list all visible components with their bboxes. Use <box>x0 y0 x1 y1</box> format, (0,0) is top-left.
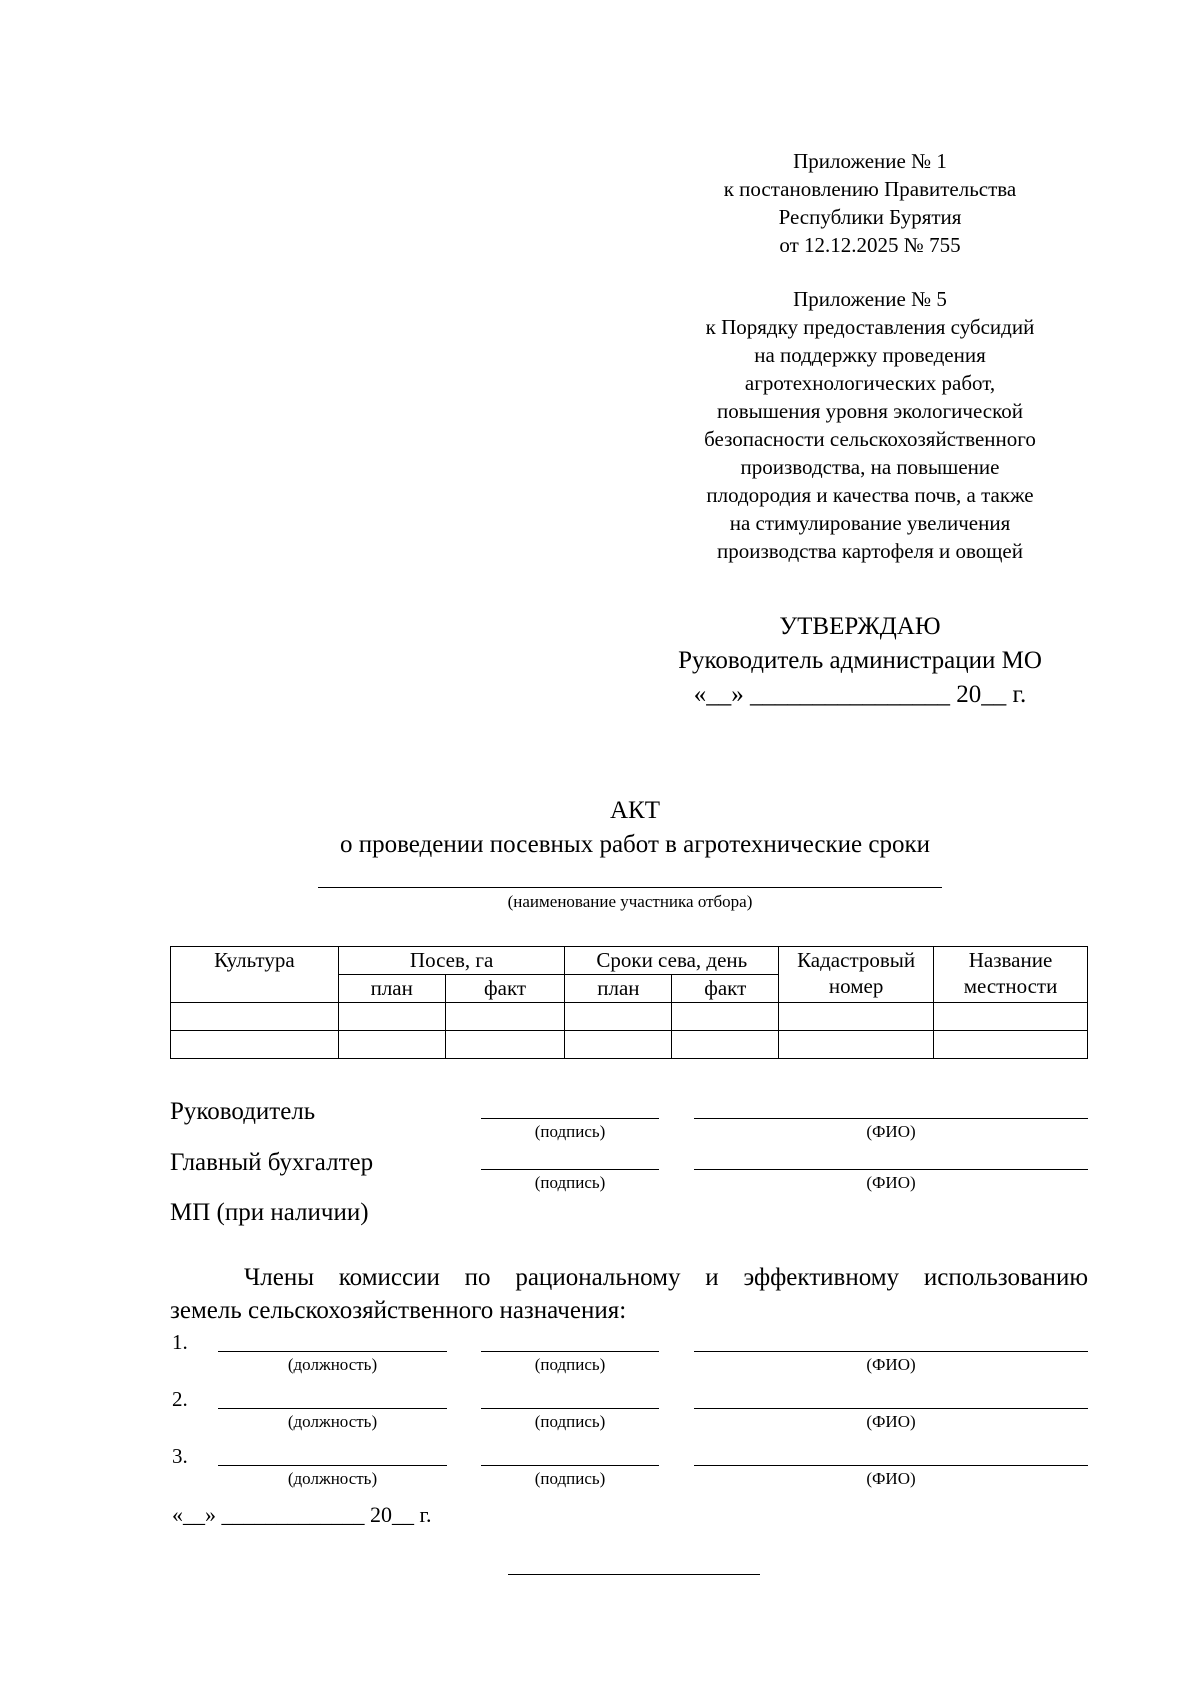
appendix-5-line: на поддержку проведения <box>754 343 986 367</box>
member-position-caption: (должность) <box>287 1469 378 1488</box>
table-cell[interactable] <box>779 1031 934 1059</box>
accountant-signature-caption: (подпись) <box>534 1173 606 1192</box>
table-cell[interactable] <box>565 1031 672 1059</box>
act-title: АКТ <box>610 797 660 824</box>
member-position-line[interactable] <box>218 1408 447 1409</box>
head-name-caption: (ФИО) <box>866 1122 916 1141</box>
member-number: 3. <box>172 1444 188 1468</box>
table-cell[interactable] <box>672 1031 779 1059</box>
member-signature-caption: (подпись) <box>534 1355 606 1374</box>
appendix-1-line: Приложение № 1 <box>793 149 947 173</box>
table-cell[interactable] <box>338 1031 445 1059</box>
header-terms-fact: факт <box>672 975 779 1003</box>
accountant-name-caption: (ФИО) <box>866 1173 916 1192</box>
member-name-caption: (ФИО) <box>866 1469 916 1488</box>
member-name-line[interactable] <box>694 1351 1088 1352</box>
appendix-1-line: от 12.12.2025 № 755 <box>779 233 961 257</box>
member-position-line[interactable] <box>218 1465 447 1466</box>
commission-text <box>170 1261 1088 1327</box>
commission-text-line: Члены комиссии по рациональному и эффективному использованию <box>244 1264 1088 1291</box>
header-culture: Культура <box>171 947 339 1003</box>
table-row <box>171 1031 1088 1059</box>
member-name-caption: (ФИО) <box>866 1412 916 1431</box>
header-cadastral: Кадастровый номер <box>779 947 934 1003</box>
appendix-5-line: к Порядку предоставления субсидий <box>705 315 1035 339</box>
table-cell[interactable] <box>445 1031 565 1059</box>
table-cell[interactable] <box>171 1031 339 1059</box>
approval-heading: УТВЕРЖДАЮ <box>779 613 941 640</box>
approval-date-line: «__» ________________ 20__ г. <box>693 681 1027 708</box>
member-signature-caption: (подпись) <box>534 1412 606 1431</box>
table-cell[interactable] <box>672 1003 779 1031</box>
table-cell[interactable] <box>171 1003 339 1031</box>
appendix-5-line: на стимулирование увеличения <box>729 511 1011 535</box>
header-sowing: Посев, га <box>338 947 565 975</box>
appendix-5-line: Приложение № 5 <box>793 287 947 311</box>
member-position-caption: (должность) <box>287 1412 378 1431</box>
approval-block <box>620 610 1100 712</box>
header-sowing-terms: Сроки сева, день <box>565 947 779 975</box>
approval-position: Руководитель администрации МО <box>678 647 1042 674</box>
member-signature-caption: (подпись) <box>534 1469 606 1488</box>
head-signature-line[interactable] <box>481 1118 659 1119</box>
accountant-signature-line[interactable] <box>481 1169 659 1170</box>
header-terms-plan: план <box>565 975 672 1003</box>
table-cell[interactable] <box>934 1003 1088 1031</box>
table-cell[interactable] <box>934 1031 1088 1059</box>
member-position-line[interactable] <box>218 1351 447 1352</box>
appendix-5-line: безопасности сельскохозяйственного <box>704 427 1036 451</box>
table-cell[interactable] <box>445 1003 565 1031</box>
participant-name-line <box>318 887 942 888</box>
participant-caption: (наименование участника отбора) <box>507 892 753 911</box>
commission-text-line: земель сельскохозяйственного назначения: <box>170 1297 627 1324</box>
head-name-line[interactable] <box>694 1118 1088 1119</box>
header-sowing-plan: план <box>338 975 445 1003</box>
head-label: Руководитель <box>170 1098 316 1125</box>
commission-date-line: «__» _____________ 20__ г. <box>172 1502 432 1527</box>
appendix-5-line: агротехнологических работ, <box>744 371 996 395</box>
member-name-line[interactable] <box>694 1408 1088 1409</box>
sowing-table <box>170 946 1088 1059</box>
table-row <box>171 1003 1088 1031</box>
member-number: 2. <box>172 1387 188 1411</box>
act-subtitle: о проведении посевных работ в агротехнические сроки <box>339 831 931 858</box>
member-signature-line[interactable] <box>481 1351 659 1352</box>
member-signature-line[interactable] <box>481 1465 659 1466</box>
member-name-line[interactable] <box>694 1465 1088 1466</box>
header-locality: Название местности <box>934 947 1088 1003</box>
accountant-name-line[interactable] <box>694 1169 1088 1170</box>
appendix-5-block <box>640 285 1100 565</box>
table-cell[interactable] <box>565 1003 672 1031</box>
appendix-1-block <box>640 147 1100 259</box>
table-cell[interactable] <box>338 1003 445 1031</box>
accountant-label: Главный бухгалтер <box>170 1149 374 1176</box>
member-number: 1. <box>172 1330 188 1354</box>
member-signature-line[interactable] <box>481 1408 659 1409</box>
member-position-caption: (должность) <box>287 1355 378 1374</box>
appendix-5-line: повышения уровня экологической <box>716 399 1023 423</box>
table-cell[interactable] <box>779 1003 934 1031</box>
appendix-1-line: Республики Бурятия <box>778 205 962 229</box>
header-sowing-fact: факт <box>445 975 565 1003</box>
appendix-5-line: производства, на повышение <box>740 455 1000 479</box>
appendix-1-line: к постановлению Правительства <box>723 177 1017 201</box>
head-signature-caption: (подпись) <box>534 1122 606 1141</box>
closing-rule <box>508 1574 760 1575</box>
member-name-caption: (ФИО) <box>866 1355 916 1374</box>
stamp-label: МП (при наличии) <box>170 1199 369 1226</box>
appendix-5-line: плодородия и качества почв, а также <box>706 483 1034 507</box>
appendix-5-line: производства картофеля и овощей <box>717 539 1023 563</box>
